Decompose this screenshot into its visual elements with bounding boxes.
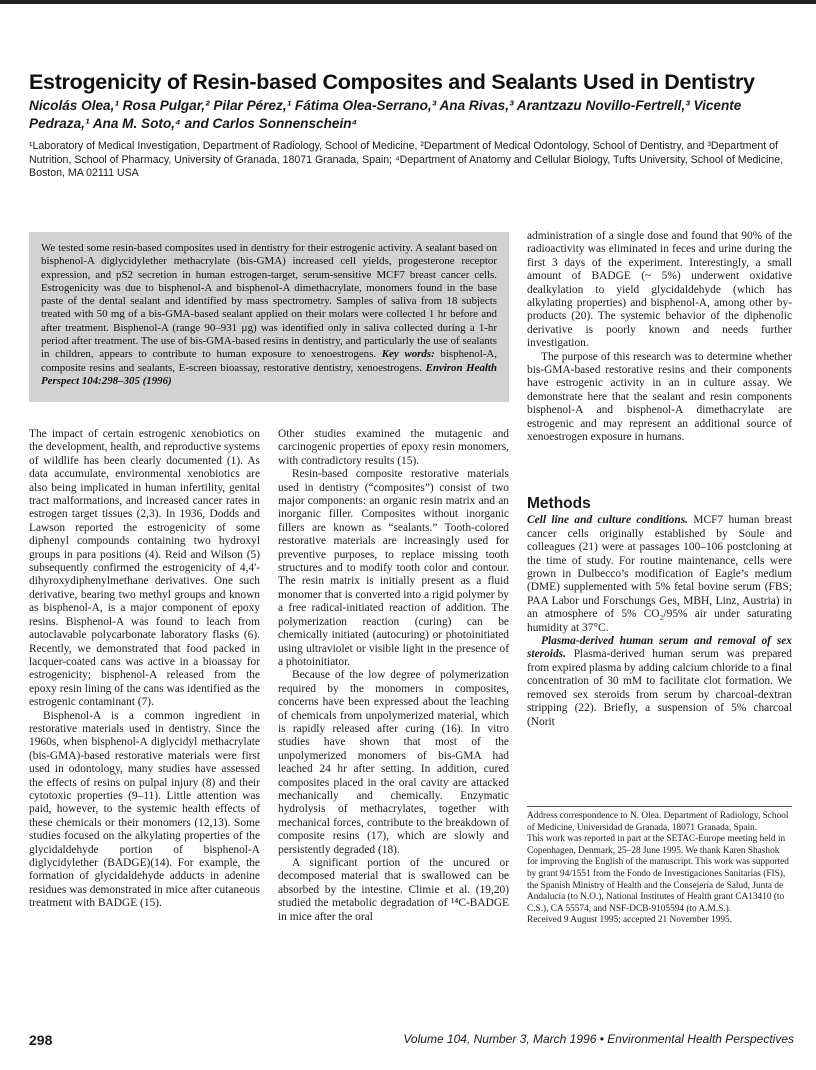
paragraph: Resin-based composite restorative materials used in dentistry (“composites”) consist of two major components: an organic resin matrix and an inorganic filler. Composites without inorganic fillers are known as “sealants.” Tooth-colored restorative materials are increasingly used for preventive purposes, to replace missing tooth structures and to modify tooth color and contour. The resin matrix is initially present as a fluid monomer that is converted into a rigid polymer by a free radical-initiated reaction of addition. The polymerization reaction (curing) can be chemically initiated (autocuring) or photoinitiated using ultraviolet or visible light in the presence of a photoinitiator. [278,468,509,668]
page-number: 298 [29,1032,53,1048]
paragraph-text: MCF7 human breast cancer cells originally established by Soule and colleagues (21) were at passages 100–106 postcloning at the time of study. For routine maintenance, cells were grown in Dulbecco’s modification of Eagle’s medium (DME) supplemented with 5% fetal bovine serum (FBS; PAA Labor und Forschungs Ges, MBH, Linz, Austria) in an atmosphere of 5% CO₂/95% air under saturating humidity at 37°C. [527,514,793,634]
received-note: Received 9 August 1995; accepted 21 November 1995. [527,915,732,926]
paragraph: Bisphenol-A is a common ingredient in restorative materials used in dentistry. Since the 1960s, when bisphenol-A diglycidyl methacrylate (bis-GMA)-based restorative materials were first used in odontology, many studies have assessed the effects of resins on pulpal injury (8) and their cytotoxic properties (9–11). Little attention was paid, however, to the systemic health effects of these chemicals or their monomers (12,13). Some studies focused on the alkylating properties of the glycidaldehyde portion of bisphenol-A diglycidylether (BADGE)(14). For example, the formation of glycidaldehyde adducts in adenine residues was demonstrated in mice after cutaneous treatment with BADGE (15). [29,709,260,910]
footnotes [527,806,792,927]
column-1 [29,428,260,911]
acknowledgment-note: This work was reported in part at the SETAC-Europe meeting held in Copenhagen, Denmark, 25–28 June 1995. We thank Karen Shashok for improving the English of the manuscript. This work was supported by grant 94/1551 from the Fondo de Investigaciones Sanitarias (FIS), the Spanish Ministry of Health and the Consejería de Salud, Junta de Andalucía (to N.O.), National Institutes of Health grant CA13410 (to C.S.), CA 55574, and NSF-DCB-9105594 (to A.M.S.). [527,834,789,914]
paragraph: Other studies examined the mutagenic and carcinogenic properties of epoxy resin monomers, with contradictory results (15). [278,428,509,467]
journal-info: Volume 104, Number 3, March 1996 • Environmental Health Perspectives [403,1032,794,1046]
correspondence-note: Address correspondence to N. Olea. Department of Radiology, School of Medicine, Universidad de Granada, 18071 Granada, Spain. [527,811,789,833]
methods-section [527,497,792,729]
keywords: bisphenol-A, composite resins and sealants, E-screen bioassay, restorative dentistry, xenoestrogens. [41,348,497,374]
paragraph [527,514,792,635]
journal-citation: Environ Health Perspect 104:298–305 (1996) [41,361,497,387]
methods-heading: Methods [527,495,591,512]
paragraph: administration of a single dose and found that 90% of the radioactivity was eliminated in feces and urine during the first 3 days of the experiment. Interestingly, a small amount of BADGE (~ 5%) underwent oxidative dealkylation to yield glycidaldehyde (which has alkylating properties) and bisphenol-A, among other by-products (20). The systemic behavior of the diphenolic derivative is poorly known and needs further investigation. [527,230,792,350]
abstract-box [29,232,509,402]
paragraph-text: Plasma-derived human serum was prepared from expired plasma by adding calcium chloride to a final concentration of 30 mM to facilitate clot formation. We removed sex steroids from serum by charcoal-dextran stripping (22). Briefly, a suspension of 5% charcoal (Norit [527,648,792,728]
paragraph: Because of the low degree of polymerization required by the monomers in composites, concerns have been expressed about the leaching of chemicals from unpolymerized material, which is rapidly released after curing (16). In vitro studies have shown that most of the unpolymerized monomers of bis-GMA had leached 24 hr after setting. In addition, cured composites placed in the oral cavity are attacked mechanically and chemically. Enzymatic hydrolysis of methacrylates, together with mechanical forces, contribute to the breakdown of composite resins (17), which are slowly and persistently degraded (18). [278,669,509,856]
paragraph: The impact of certain estrogenic xenobiotics on the development, health, and reproductive systems of wildlife has been clearly documented (1). As data accumulate, environmental xenobiotics are also being implicated in human infertility, genital tract malformations, and increased cancer rates in estrogen target tissues (2,3). In 1936, Dodds and Lawson reported the estrogenicity of some diphenyl compounds containing two hydroxyl groups in para positions (4). Reid and Wilson (5) subsequently confirmed the estrogenicity of 4,4'-dihyroxydiphenylmethane derivatives. One such derivative, bearing two methyl groups and known as bisphenol-A, is a major component of epoxy resins. Bisphenol-A was found to leach from autoclavable polycarbonate laboratory flasks (6). Recently, we demonstrated that food packed in lacquer-coated cans was active in a bioassay for estrogenicity; bisphenol-A released from the epoxy resin lining of the cans was identified as the estrogenic contaminant (7). [29,428,260,709]
run-in-heading: Plasma-derived human serum and removal of sex steroids. [527,635,792,661]
keywords-label: Key words: [381,348,435,361]
paragraph: The purpose of this research was to determine whether bis-GMA-based restorative resins and their components have estrogenic activity in an in culture assay. We demonstrate here that the sealant and resin components bisphenol-A and bisphenol-A dimethacrylate are estrogenic and may represent an additional source of xenoestrogen exposure in humans. [527,350,792,444]
column-3-intro [527,230,792,445]
affiliations: ¹Laboratory of Medical Investigation, Department of Radiology, School of Medicine, ²Department of Medical Odontology, School of Dentistry, and ³Department of Nutrition, School of Pharmacy, University of Granada, 18071 Granada, Spain; ⁴Department of Anatomy and Cellular Biology, Tufts University, School of Medicine, Boston, MA 02111 USA [29,140,784,179]
top-rule [0,0,816,4]
paragraph [527,635,792,729]
author-list: Nicolás Olea,¹ Rosa Pulgar,² Pilar Pérez,¹ Fátima Olea-Serrano,³ Ana Rivas,³ Arantzazu Novillo-Fertrell,³ Vicente Pedraza,¹ Ana M. Soto,⁴ and Carlos Sonnenschein⁴ [29,98,742,131]
abstract [41,242,497,388]
column-2 [278,428,509,924]
abstract-text: We tested some resin-based composites used in dentistry for their estrogenic activity. A sealant based on bisphenol-A diglycidylether methacrylate (bis-GMA) increased cell yields, progesterone receptor expression, and pS2 secretion in human estrogen-target, serum-sensitive MCF7 breast cancer cells. Estrogenicity was due to bisphenol-A and bisphenol-A dimethacrylate, monomers found in the base paste of the dental sealant and identified by mass spectrometry. Samples of saliva from 18 subjects treated with 50 mg of a bis-GMA-based sealant applied on their molars were collected 1 hr before and after treatment. Bisphenol-A (range 90–931 µg) was identified only in saliva collected during a 1-hr period after treatment. The use of bis-GMA-based resins in dentistry, and particularly the use of sealants in children, appears to contribute to human exposure to xenoestrogens. [41,242,497,361]
paper-title: Estrogenicity of Resin-based Composites and Sealants Used in Dentistry [29,70,755,94]
paragraph: A significant portion of the uncured or decomposed material that is swallowed can be absorbed by the intestine. Climie et al. (19,20) studied the metabolic degradation of ¹⁴C-BADGE in mice after the oral [278,857,509,923]
run-in-heading: Cell line and culture conditions. [527,514,688,527]
